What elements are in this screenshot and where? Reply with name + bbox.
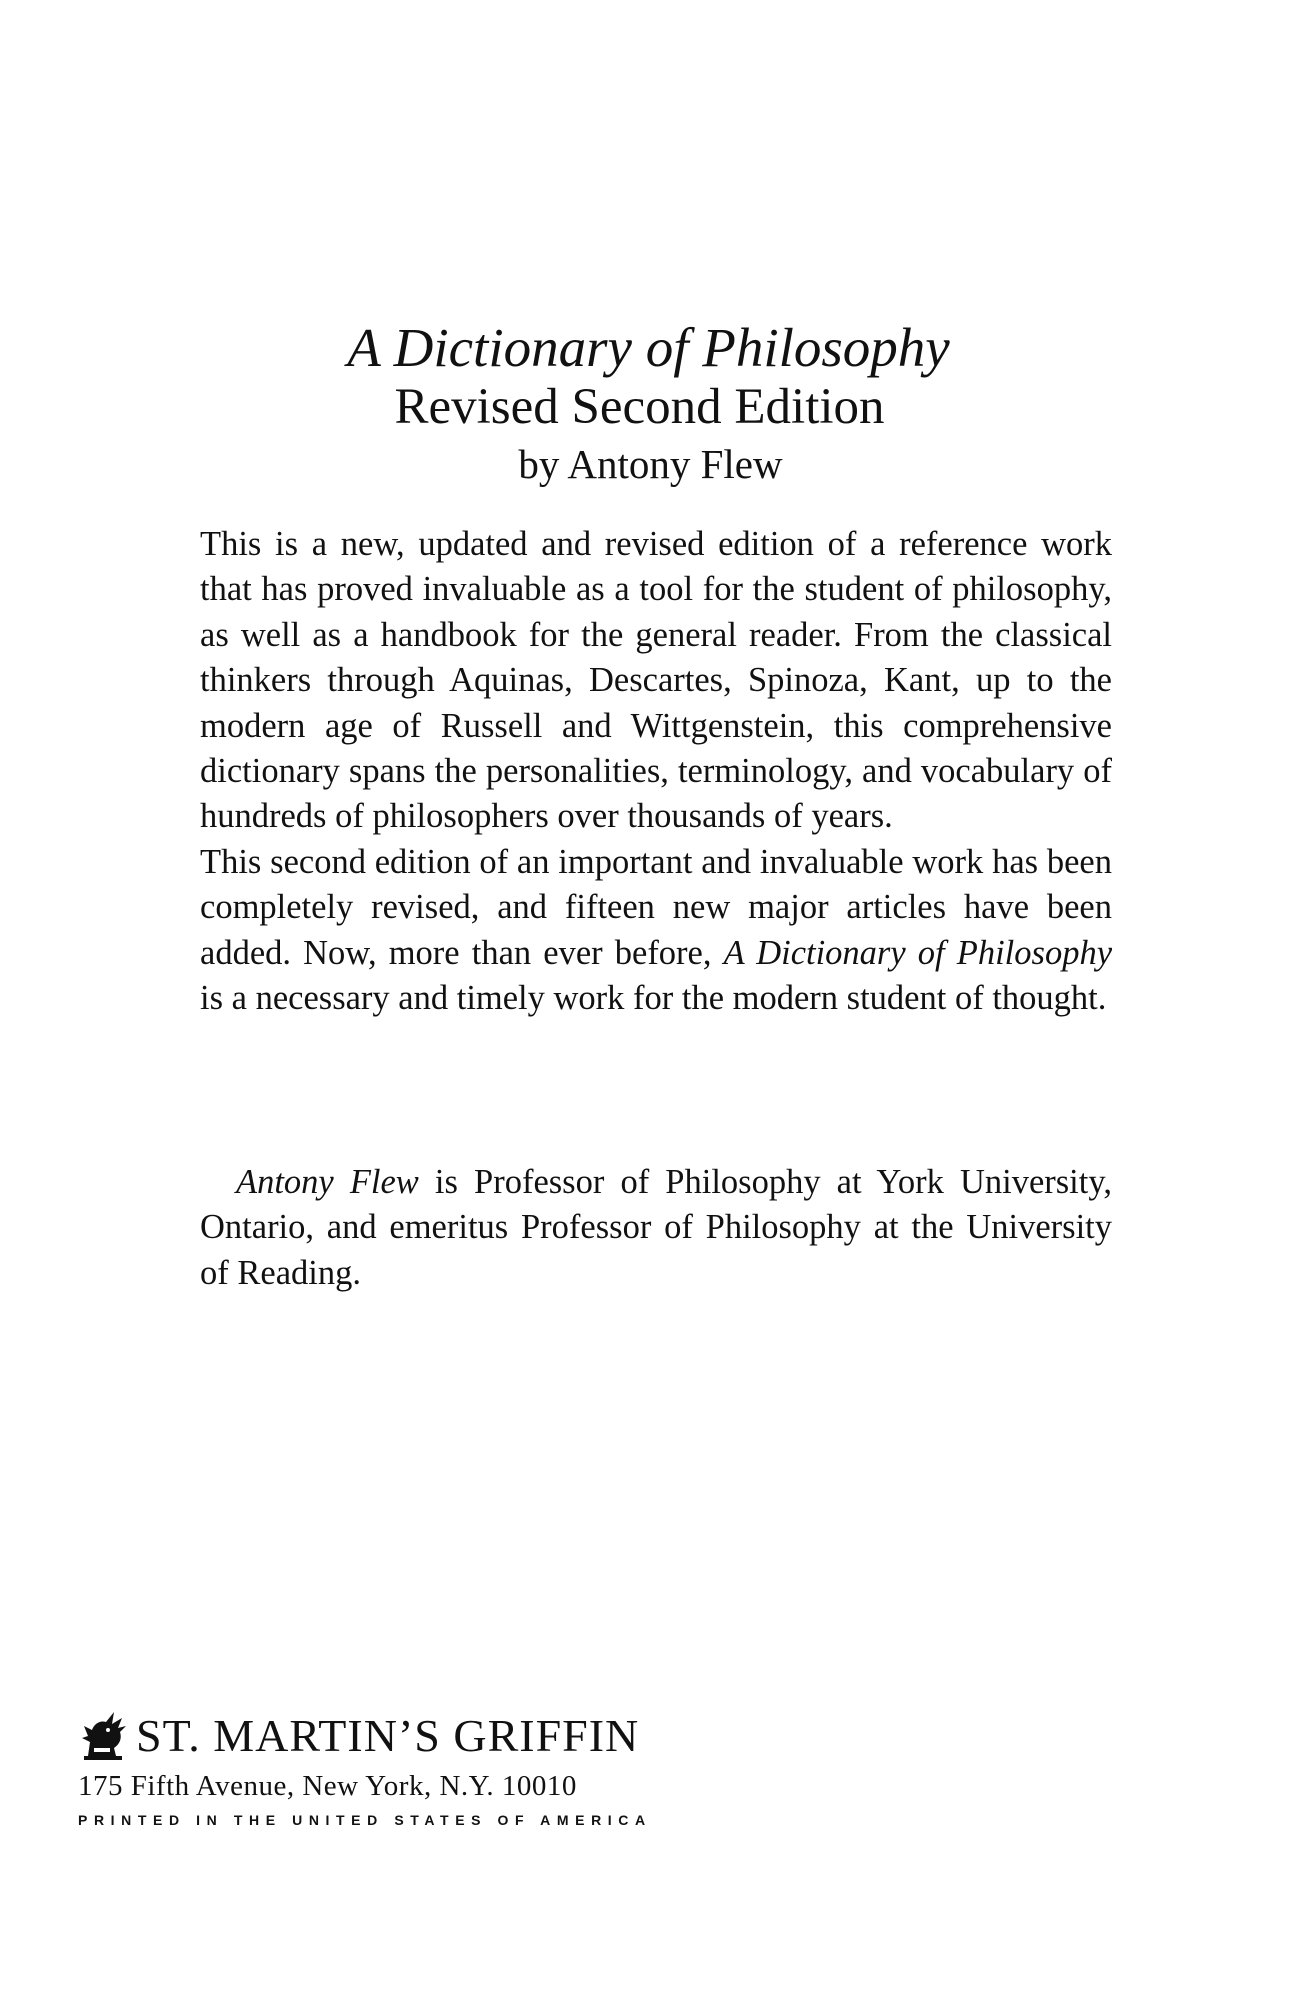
description-book-title: A Dictionary of Philosophy (723, 933, 1113, 972)
author-bio (200, 1160, 1112, 1296)
author-bio-text: is Professor of Philosophy at York University, Ontario, and emeritus Professor of Philosophy at the University of Reading. (200, 1163, 1112, 1292)
imprint-row (78, 1708, 652, 1762)
description-paragraph-2-ending: is a necessary and timely work for the modern student of thought. (200, 979, 1107, 1018)
imprint-name: ST. MARTIN’S GRIFFIN (136, 1710, 640, 1761)
author-name: Antony Flew (236, 1163, 419, 1201)
book-description (200, 522, 1112, 1021)
title-block (0, 318, 1295, 492)
book-title: A Dictionary of Philosophy (347, 317, 950, 378)
griffin-logo-icon (78, 1708, 128, 1762)
edition-subtitle: Revised Second Edition (394, 379, 885, 435)
author-byline: by Antony Flew (518, 441, 783, 487)
description-paragraph-1: This is a new, updated and revised edition of a reference work that has proved invaluable as a tool for the student of philosophy, as well as a handbook for the general reader. From the classical thinkers through Aquinas, Descartes, Spinoza, Kant, up to the modern age of Russell and Wittgenstein, this comprehensive dictionary spans the personalities, terminology, and vocabulary of hundreds of philosophers over thousands of years. (200, 525, 1112, 836)
publisher-address: 175 Fifth Avenue, New York, N.Y. 10010 (78, 1770, 577, 1802)
publisher-block (78, 1708, 652, 1828)
printed-in-notice: PRINTED IN THE UNITED STATES OF AMERICA (78, 1812, 652, 1828)
description-paragraph-2-text: This second edition of an important and invaluable work has been completely revised, and fifteen new major articles have been added. Now, more than ever before, (200, 842, 1112, 972)
description-paragraph-2 (200, 840, 1112, 1022)
